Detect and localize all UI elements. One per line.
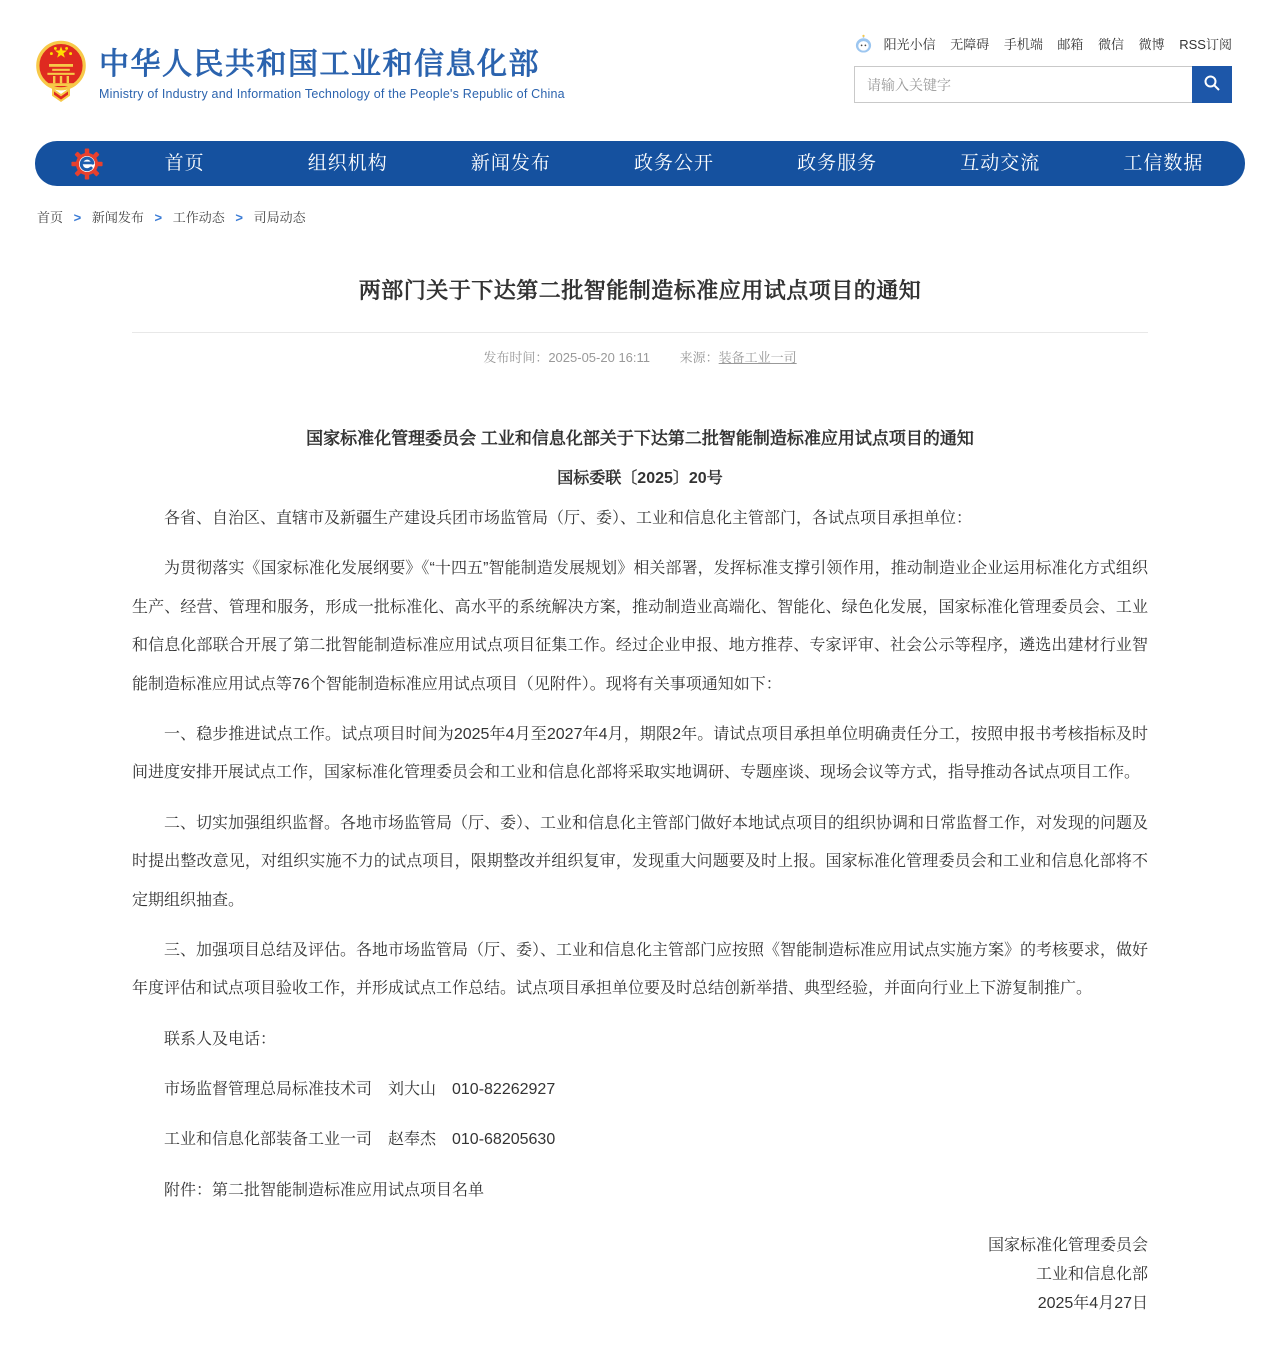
nav-item-organization[interactable]: 组织机构	[307, 153, 388, 174]
signature-date: 2025年4月27日	[1037, 1294, 1148, 1312]
nav-item-news[interactable]: 新闻发布	[470, 153, 551, 174]
breadcrumb-work-dynamics[interactable]: 工作动态	[172, 210, 225, 225]
source-label: 来源：	[679, 350, 719, 365]
breadcrumb-separator: >	[235, 210, 243, 225]
search-input[interactable]	[855, 67, 1192, 102]
page-title: 两部门关于下达第二批智能制造标准应用试点项目的通知	[358, 278, 922, 303]
document-title: 国家标准化管理委员会 工业和信息化部关于下达第二批智能制造标准应用试点项目的通知	[306, 429, 974, 448]
header-right	[854, 34, 1232, 103]
quick-link-rss[interactable]: RSS订阅	[1179, 37, 1232, 52]
paragraph-item-2: 二、切实加强组织监督。各地市场监管局（厅、委）、工业和信息化主管部门做好本地试点项目的组织协调和日常监督工作，对发现的问题及时提出整改意见，对组织实施不力的试点项目，限期整改并组织复审，发现重大问题要及时上报。国家标准化管理委员会和工业和信息化部将不定期组织抽查。	[132, 814, 1149, 909]
search-bar	[854, 66, 1232, 103]
paragraph-contact-samr: 市场监督管理总局标准技术司 刘大山 010-82262927	[164, 1081, 556, 1099]
quick-link-yangguang-xiaoxin[interactable]: 阳光小信	[883, 37, 936, 52]
nav-item-interaction[interactable]: 互动交流	[960, 153, 1041, 174]
document-number: 国标委联〔2025〕20号	[557, 470, 723, 487]
quick-link-accessibility[interactable]: 无障碍	[950, 37, 990, 52]
paragraph-salutation: 各省、自治区、直辖市及新疆生产建设兵团市场监管局（厅、委）、工业和信息化主管部门，各试点项目承担单位：	[164, 510, 973, 527]
breadcrumb	[37, 207, 1280, 226]
paragraph-contact-miit: 工业和信息化部装备工业一司 赵奉杰 010-68205630	[164, 1131, 556, 1149]
quick-link-mobile[interactable]: 手机端	[1003, 37, 1043, 52]
breadcrumb-separator: >	[73, 210, 82, 225]
site-title: 中华人民共和国工业和信息化部	[99, 47, 540, 81]
paragraph-attachment: 附件：第二批智能制造标准应用试点项目名单	[164, 1181, 485, 1199]
quick-link-weibo[interactable]: 微博	[1138, 37, 1165, 52]
site-logo[interactable]	[35, 40, 565, 109]
paragraph-contact-heading: 联系人及电话：	[164, 1030, 277, 1048]
article-meta	[132, 347, 1148, 366]
search-button[interactable]	[1192, 66, 1232, 103]
national-emblem-icon	[35, 40, 87, 109]
search-icon	[1203, 74, 1221, 95]
document-body	[132, 500, 1148, 1210]
title-divider	[132, 332, 1148, 333]
breadcrumb-separator: >	[154, 210, 163, 225]
quick-link-mail[interactable]: 邮箱	[1057, 37, 1084, 52]
nav-items	[103, 141, 1245, 186]
breadcrumb-news[interactable]: 新闻发布	[91, 210, 144, 225]
nav-item-home[interactable]: 首页	[164, 153, 205, 174]
site-header	[0, 0, 1280, 141]
nav-item-gov-services[interactable]: 政务服务	[797, 153, 878, 174]
miit-gear-logo-icon[interactable]	[71, 148, 103, 180]
signature-block	[132, 1232, 1148, 1318]
publish-time: 2025-05-20 16:11	[548, 350, 651, 365]
main-nav	[35, 141, 1245, 186]
quick-link-wechat[interactable]: 微信	[1098, 37, 1125, 52]
signature-org-2: 工业和信息化部	[1035, 1266, 1148, 1284]
publish-time-label: 发布时间：	[483, 350, 549, 365]
nav-item-gov-disclosure[interactable]: 政务公开	[633, 153, 714, 174]
article	[132, 274, 1148, 1319]
quick-links	[854, 34, 1232, 53]
mascot-robot-icon[interactable]	[854, 34, 873, 53]
signature-org-1: 国家标准化管理委员会	[987, 1237, 1148, 1255]
site-subtitle: Ministry of Industry and Information Technology of the People's Republic of China	[99, 87, 565, 102]
paragraph-item-3: 三、加强项目总结及评估。各地市场监管局（厅、委）、工业和信息化主管部门应按照《智能制造标准应用试点实施方案》的考核要求，做好年度评估和试点项目验收工作，并形成试点工作总结。试点项目承担单位要及时总结创新举措、典型经验，并面向行业上下游复制推广。	[132, 941, 1149, 998]
paragraph-item-1: 一、稳步推进试点工作。试点项目时间为2025年4月至2027年4月，期限2年。请试点项目承担单位明确责任分工，按照申报书考核指标及时间进度安排开展试点工作，国家标准化管理委员会和工业和信息化部将采取实地调研、专题座谈、现场会议等方式，指导推动各试点项目工作。	[132, 725, 1148, 782]
nav-item-miit-data[interactable]: 工信数据	[1123, 153, 1204, 174]
paragraph-intro: 为贯彻落实《国家标准化发展纲要》《“十四五”智能制造发展规划》相关部署，发挥标准支撑引领作用，推动制造业企业运用标准化方式组织生产、经营、管理和服务，形成一批标准化、高水平的系统解决方案，推动制造业高端化、智能化、绿色化发展，国家标准化管理委员会、工业和信息化部联合开展了第二批智能制造标准应用试点项目征集工作。经过企业申报、地方推荐、专家评审、社会公示等程序，遴选出建材行业智能制造标准应用试点等76个智能制造标准应用试点项目（见附件）。现将有关事项通知如下：	[132, 560, 1148, 693]
source-link[interactable]: 装备工业一司	[718, 350, 797, 365]
breadcrumb-home[interactable]: 首页	[37, 210, 64, 225]
breadcrumb-current-page: 司局动态	[253, 210, 306, 225]
